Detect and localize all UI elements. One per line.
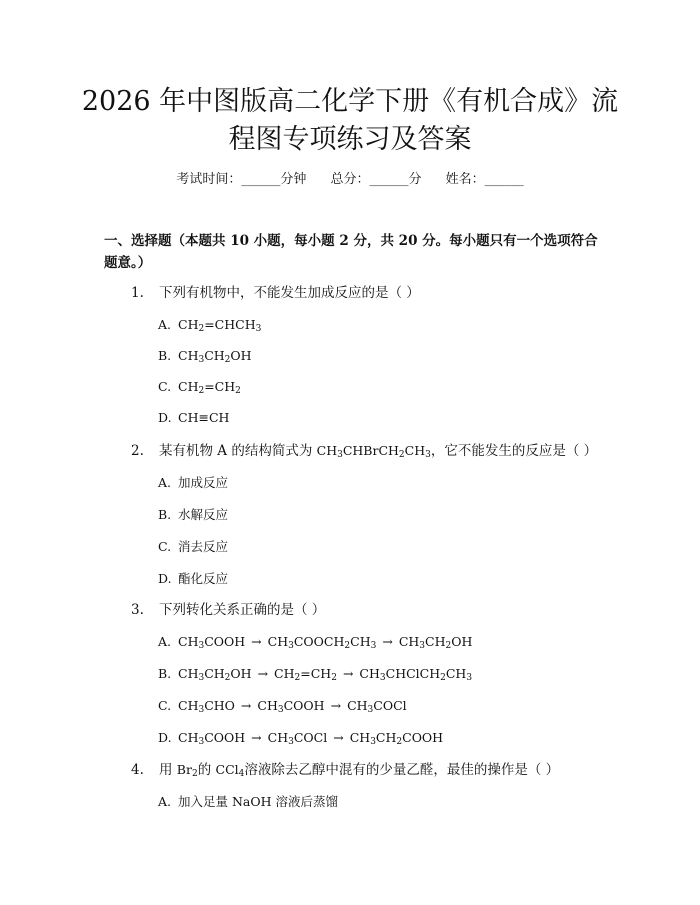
q1-option-c: C. $CH_2=CH_2$ <box>158 379 241 396</box>
question-4: 4. 用 $Br_2$的 CCl$_4$溶液除去乙醇中混有的少量乙醛，最佳的操作是（ ） <box>131 762 560 779</box>
section-heading: 一、选择题（本题共 10 小题，每小题 2 分，共 20 分。每小题只有一个选项符合题意。） <box>104 233 598 271</box>
q3-option-a: A. $CH_3COOH$ → $CH_3COOCH_2CH_3 \to CH_3CH_2OH$ <box>158 634 473 651</box>
q2-option-a: A. 加成反应 <box>158 475 229 490</box>
question-2: 2. 某有机物 A 的结构简式为 $CH_3CHBrCH_2CH_3$，它不能发生的反应是（ ） <box>131 443 598 460</box>
question-3: 3. 下列转化关系正确的是（ ） <box>131 602 326 618</box>
exam-time: 考试时间：______分钟 <box>176 172 307 187</box>
q2-option-b: B. 水解反应 <box>158 507 229 522</box>
question-1: 1. 下列有机物中，不能发生加成反应的是（ ） <box>131 285 420 301</box>
q2-option-c: C. 消去反应 <box>158 539 229 554</box>
q1-option-d: D. CH≡CH <box>158 410 230 425</box>
q2-option-d: D. 酯化反应 <box>158 571 229 586</box>
exam-info <box>0 168 700 187</box>
document-title-line1: 2026 年中图版高二化学下册《有机合成》流 <box>81 86 619 117</box>
q3-option-b: B. $CH_3CH_2OH \to CH_2=CH_2$ → $CH_3CHClCH_2CH_3$ <box>158 666 473 683</box>
q1-option-a: A. $CH_2=CHCH_3$ <box>158 317 262 334</box>
q3-option-c: C. $CH_3CHO$ → $CH_3COOH$ → $CH_3COCl$ <box>158 698 407 715</box>
q1-option-b: B. $CH_3CH_2OH$ <box>158 348 252 365</box>
exam-name: 姓名：______ <box>445 172 524 187</box>
question-1-text: 下列有机物中，不能发生加成反应的是（ ） <box>159 285 420 301</box>
q3-option-d: D. $CH_3COOH$ → $CH_3COCl$ → $CH_3CH_2COOH$ <box>158 730 444 747</box>
q4-option-a: A. 加入足量 NaOH 溶液后蒸馏 <box>158 794 338 809</box>
exam-score: 总分：______分 <box>330 172 422 187</box>
document-title-line2: 程图专项练习及答案 <box>228 124 472 155</box>
